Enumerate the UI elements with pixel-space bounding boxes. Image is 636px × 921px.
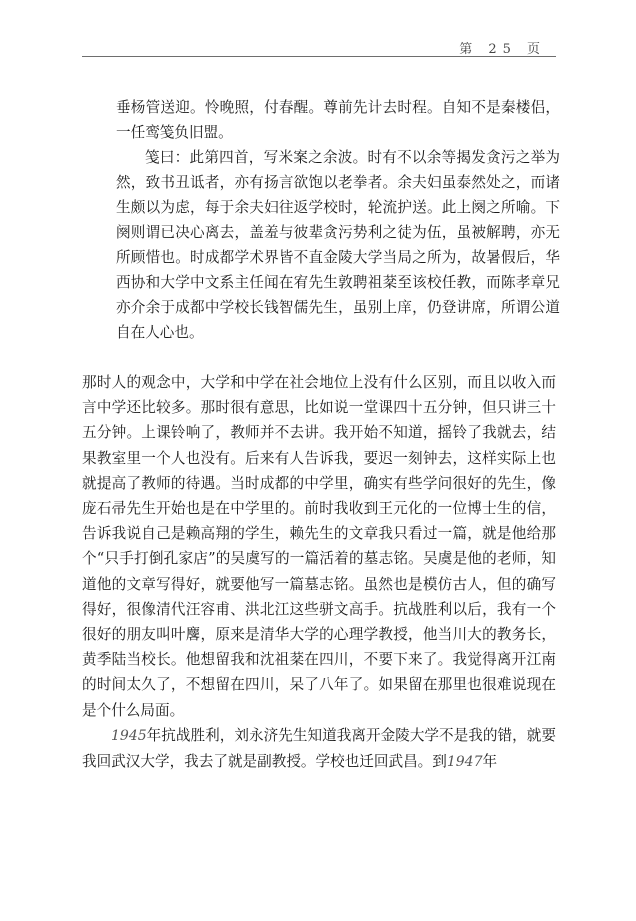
poem-line: 垂杨管送迎。怜晚照，付春醒。尊前先计去时程。自知不是秦楼侣，一任鸾笺负旧盟。	[116, 99, 560, 141]
year-1947: 1947	[446, 754, 483, 771]
page-number: 第 25 页	[459, 42, 546, 57]
year-1945: 1945	[111, 727, 147, 744]
page-header	[82, 22, 556, 57]
paragraph-1: 那时人的观念中，大学和中学在社会地位上没有什么区别，而且以收入而言中学还比较多。那时很有意思，比如说一堂课四十五分钟，但只讲三十五分钟。上课铃响了，教师并不去讲。我开始不知道，摇铃了我就去，结果教室里一个人也没有。后来有人告诉我，要迟一刻钟去，这样实际上也就提高了教师的待遇。当时成都的中学里，确实有些学问很好的先生，像庞石帚先生开始也是在中学里的。前时我收到王元化的一位博士生的信，告诉我说自己是赖高翔的学生，赖先生的文章我只看过一篇，就是他给那个“只手打倒孔家店”的吴虞写的一篇活着的墓志铭。吴虞是他的老师，知道他的文章写得好，就要他写一篇墓志铭。虽然也是模仿古人，但的确写得好，很像清代汪容甫、洪北江这些骈文高手。抗战胜利以后，我有一个很好的朋友叫叶麐，原来是清华大学的心理学教授，他当川大的教务长，黄季陆当校长。他想留我和沈祖棻在四川，不要下来了。我觉得离开江南的时间太久了，不想留在四川，呆了八年了。如果留在那里也很难说现在是个什么局面。	[82, 374, 556, 719]
paragraph-2	[82, 723, 556, 775]
commentary-note: 笺曰：此第四首，写米案之余波。时有不以余等揭发贪污之举为然，致书丑诋者，亦有扬言欲饱以老拳者。余夫妇虽泰然处之，而诸生颇以为虑，每于余夫妇往返学校时，轮流护送。此上阕之所喻。下阕则谓已决心离去，盖羞与彼辈贪污势利之徒为伍，虽被解聘，亦无所顾惜也。时成都学术界皆不直金陵大学当局之所为，故暑假后，华西协和大学中文系主任闻在宥先生敦聘祖棻至该校任教，而陈孝章兄亦介余于成都中学校长钱智儒先生，虽别上庠，仍登讲席，所谓公道自在人心也。	[116, 149, 560, 341]
quoted-poem-block	[116, 95, 560, 345]
paragraph-2-text-2: 年	[482, 753, 498, 771]
paragraph-2-text-1: 年抗战胜利，刘永济先生知道我离开金陵大学不是我的错，就要我回武汉大学，我去了就是副教授。学校也迁回武昌。到	[82, 726, 556, 771]
main-text	[82, 370, 556, 775]
